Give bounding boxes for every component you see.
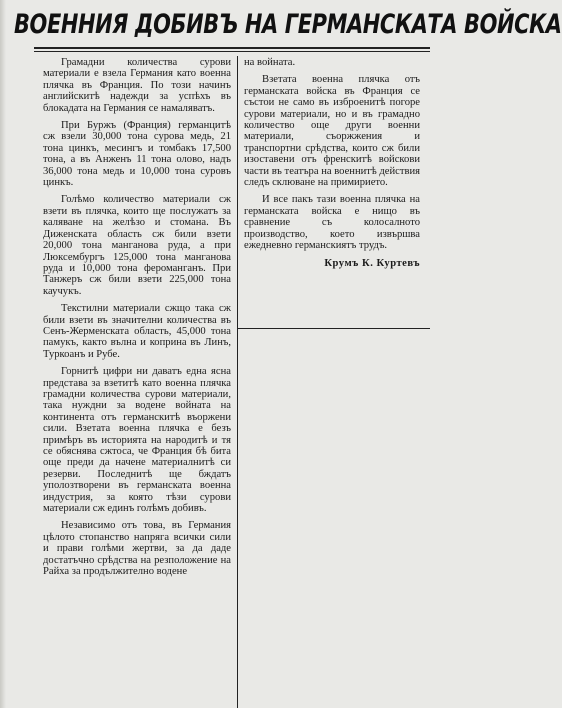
article-column-right bbox=[244, 57, 420, 269]
headline-bottom-rule bbox=[34, 47, 430, 49]
column-divider bbox=[237, 56, 238, 708]
author-signature: Крумъ К. Куртевъ bbox=[324, 257, 420, 269]
paragraph: Текстилни материали сжщо така сж били взети въ значителни количества въ Сенъ-Жерменската область, 45,000 тона памукъ, както вълна и коприна въ Линъ, Туркоанъ и Рубе. bbox=[43, 303, 231, 360]
paragraph: При Буржъ (Франция) германцитѣ сж взели 30,000 тона сурова медь, 21 тона цинкъ, месингъ и томбакъ 17,500 тона, а въ Анженъ 11 тона олово, надъ 36,000 тона медь и 10,000 тона суровъ цинкъ. bbox=[43, 120, 231, 189]
article-end-rule bbox=[238, 328, 430, 329]
paragraph: Грамадни количества сурови материали е взела Германия като военна плячка въ Франция. По този начинъ английскитѣ надежди за успѣхъ въ блокадата на Германия се намаляватъ. bbox=[43, 57, 231, 114]
paragraph: И все пакъ тази военна плячка на германската войска е нищо въ сравнение съ колосалното производство, което извършва ежедневно германскиятъ трудъ. bbox=[244, 194, 420, 252]
scan-edge-shadow bbox=[0, 0, 6, 708]
headline-bottom-rule-thin bbox=[34, 51, 430, 52]
paragraph: Взетата военна плячка отъ германската войска въ Франция се състои не само въ изброенитѣ погоре сурови материали, но и въ грамадно количество още други военни материали, съоржжения и транспортни срѣдства, които сж били изоставени отъ френскитѣ войскови части въ театъра на военнитѣ действия следъ склюване на примирието. bbox=[244, 74, 420, 189]
paragraph-continuation: на войната. bbox=[244, 57, 296, 68]
paragraph: Независимо отъ това, въ Германия цѣлото стопанство напряга всички сили и прави голѣми жертви, за да даде достатъчно срѣдства на резположение на Райха за продължително водене bbox=[43, 520, 231, 578]
article-headline: ВОЕННИЯ ДОБИВЪ НА ГЕРМАНСКАТА ВОЙСКА bbox=[14, 9, 562, 40]
article-column-left bbox=[43, 57, 231, 707]
paragraph: Горнитѣ цифри ни даватъ една ясна представа за взетитѣ като военна плячка грамадни количества сурови материали, така нуждни за водене войната на континента отъ германскитѣ въоржени сили. Взетата военна плячка е безъ примѣръ въ историята на народитѣ и тя се обяснява сжтоса, че Франция бѣ бита още преди да начене материалнитѣ си резерви. Последнитѣ ще бждатъ уполозтворени въ германската военна индустрия, за която тѣзи сурови материали сж единъ голѣмъ добивъ. bbox=[43, 366, 231, 515]
paragraph: Голѣмо количество материали сж взети въ плячка, които ще послужатъ за каляване на желѣзо и стомана. Въ Диженската область сж били взети 20,000 тона манганова руда, а при Люксембургъ 125,000 тона манганова руда и 10,000 тона фероманганъ. При Танжеръ сж били взети 225,000 тона каучукъ. bbox=[43, 194, 231, 297]
